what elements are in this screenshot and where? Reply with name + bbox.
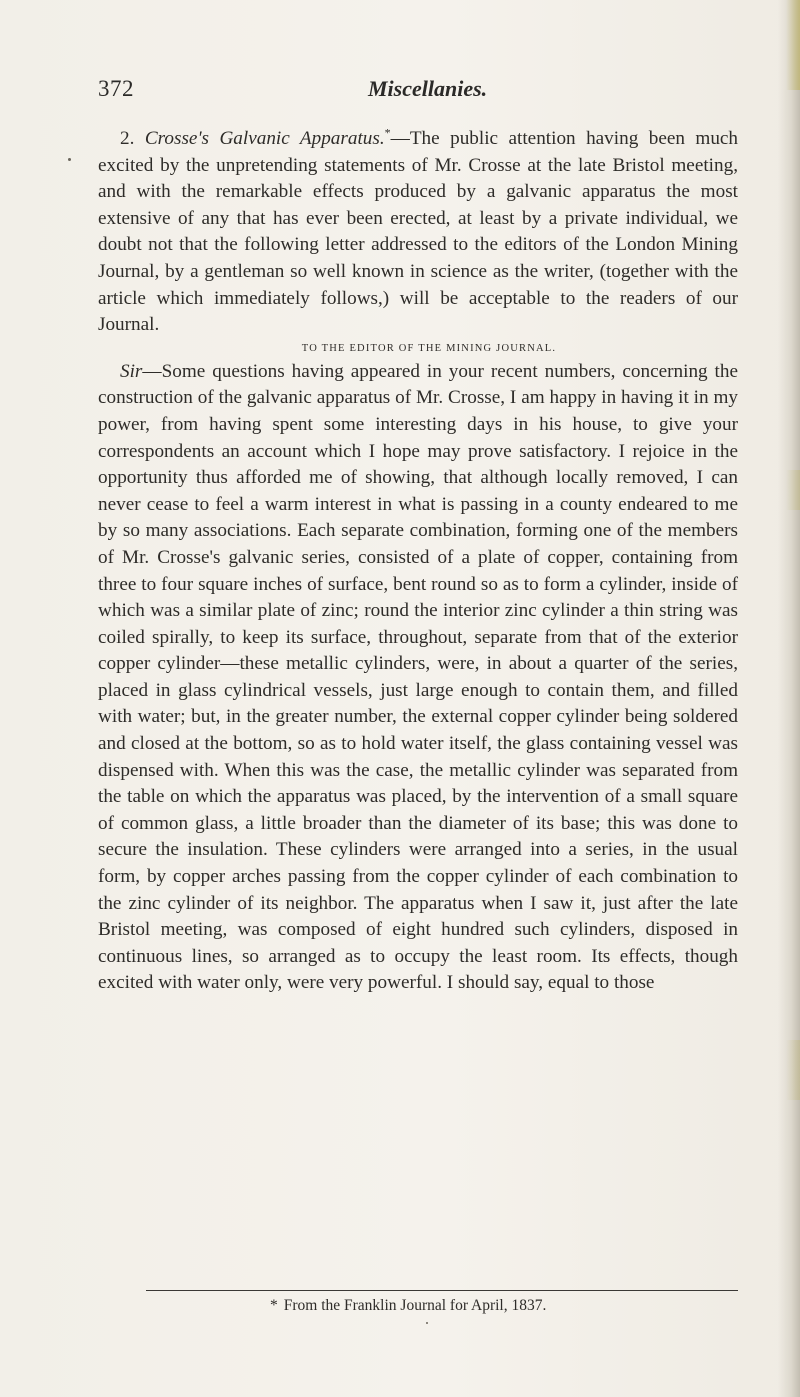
article-title: Crosse's Galvanic Apparatus. [144,128,385,149]
paper-speck [68,158,71,161]
footnote-divider [146,1290,738,1291]
page-edge-stain [786,1040,800,1100]
page-edge-shadow [778,0,800,1397]
intro-paragraph [98,126,738,339]
body-text [98,126,738,997]
paper-speck [426,1322,428,1324]
article-number: 2. [120,128,135,149]
page-number: 372 [98,76,134,101]
letter-addressee: TO THE EDITOR OF THE MINING JOURNAL. [301,342,557,354]
intro-text: —The public attention having been much excited by the unpretending statements of Mr. Crosse at the late Bristol meeting, and with the remarkable effects produced by a galvanic apparatus the most extensive of any that has ever been erected, at least by a private individual, we doubt not that the following letter addressed to the editors of the London Mining Journal, by a gentleman so well known in science as the writer, (together with the article which immediately follows,) will be acceptable to the readers of our Journal. [98,128,739,336]
letter-paragraph [98,359,738,997]
page-edge-stain [786,470,800,510]
letter-salutation: Sir [120,360,143,382]
letter-text: —Some questions having appeared in your recent numbers, concerning the construction of the galvanic apparatus of Mr. Crosse, I am happy in having it in my power, from having spent some interesting days in his house, to give your correspondents an account which I hope may prove satisfactory. I rejoice in the opportunity thus afforded me of showing, that although locally removed, I can never cease to feel a warm interest in what is passing in a county endeared to me by so many associations. Each separate combination, forming one of the members of Mr. Crosse's galvanic series, consisted of a plate of copper, containing from three to four square inches of surface, bent round so as to form a cylinder, inside of which was a similar plate of zinc; round the interior zinc cylinder a thin string was coiled spirally, to keep its surface, throughout, separate from that of the exterior copper cylinder—these metallic cylinders, were, in about a quarter of the series, placed in glass cylindrical vessels, just large enough to contain them, and filled with water; but, in the greater number, the external copper cylinder being soldered and closed at the bottom, so as to hold water itself, the glass containing vessel was dispensed with. When this was the case, the metallic cylinder was separated from the table on which the apparatus was placed, by the intervention of a small square of common glass, a little broader than the diameter of its base; this was done to secure the insulation. These cylinders were arranged into a series, in the usual form, by copper arches passing from the copper cylinder of each combination to the zinc cylinder of its neighbor. The apparatus when I saw it, just after the late Bristol meeting, was composed of eight hundred such cylinders, disposed in continuous lines, so arranged as to occupy the least room. Its effects, though excited with water only, were very powerful. I should say, equal to those [98,360,738,994]
page-header [98,76,738,116]
running-title: Miscellanies. [368,76,488,101]
footnote-mark: * [270,1297,278,1314]
footnote-reference: * [384,125,391,140]
footnote [270,1297,546,1315]
page-edge-stain [786,0,800,90]
footnote-text: From the Franklin Journal for April, 1837. [283,1297,547,1314]
